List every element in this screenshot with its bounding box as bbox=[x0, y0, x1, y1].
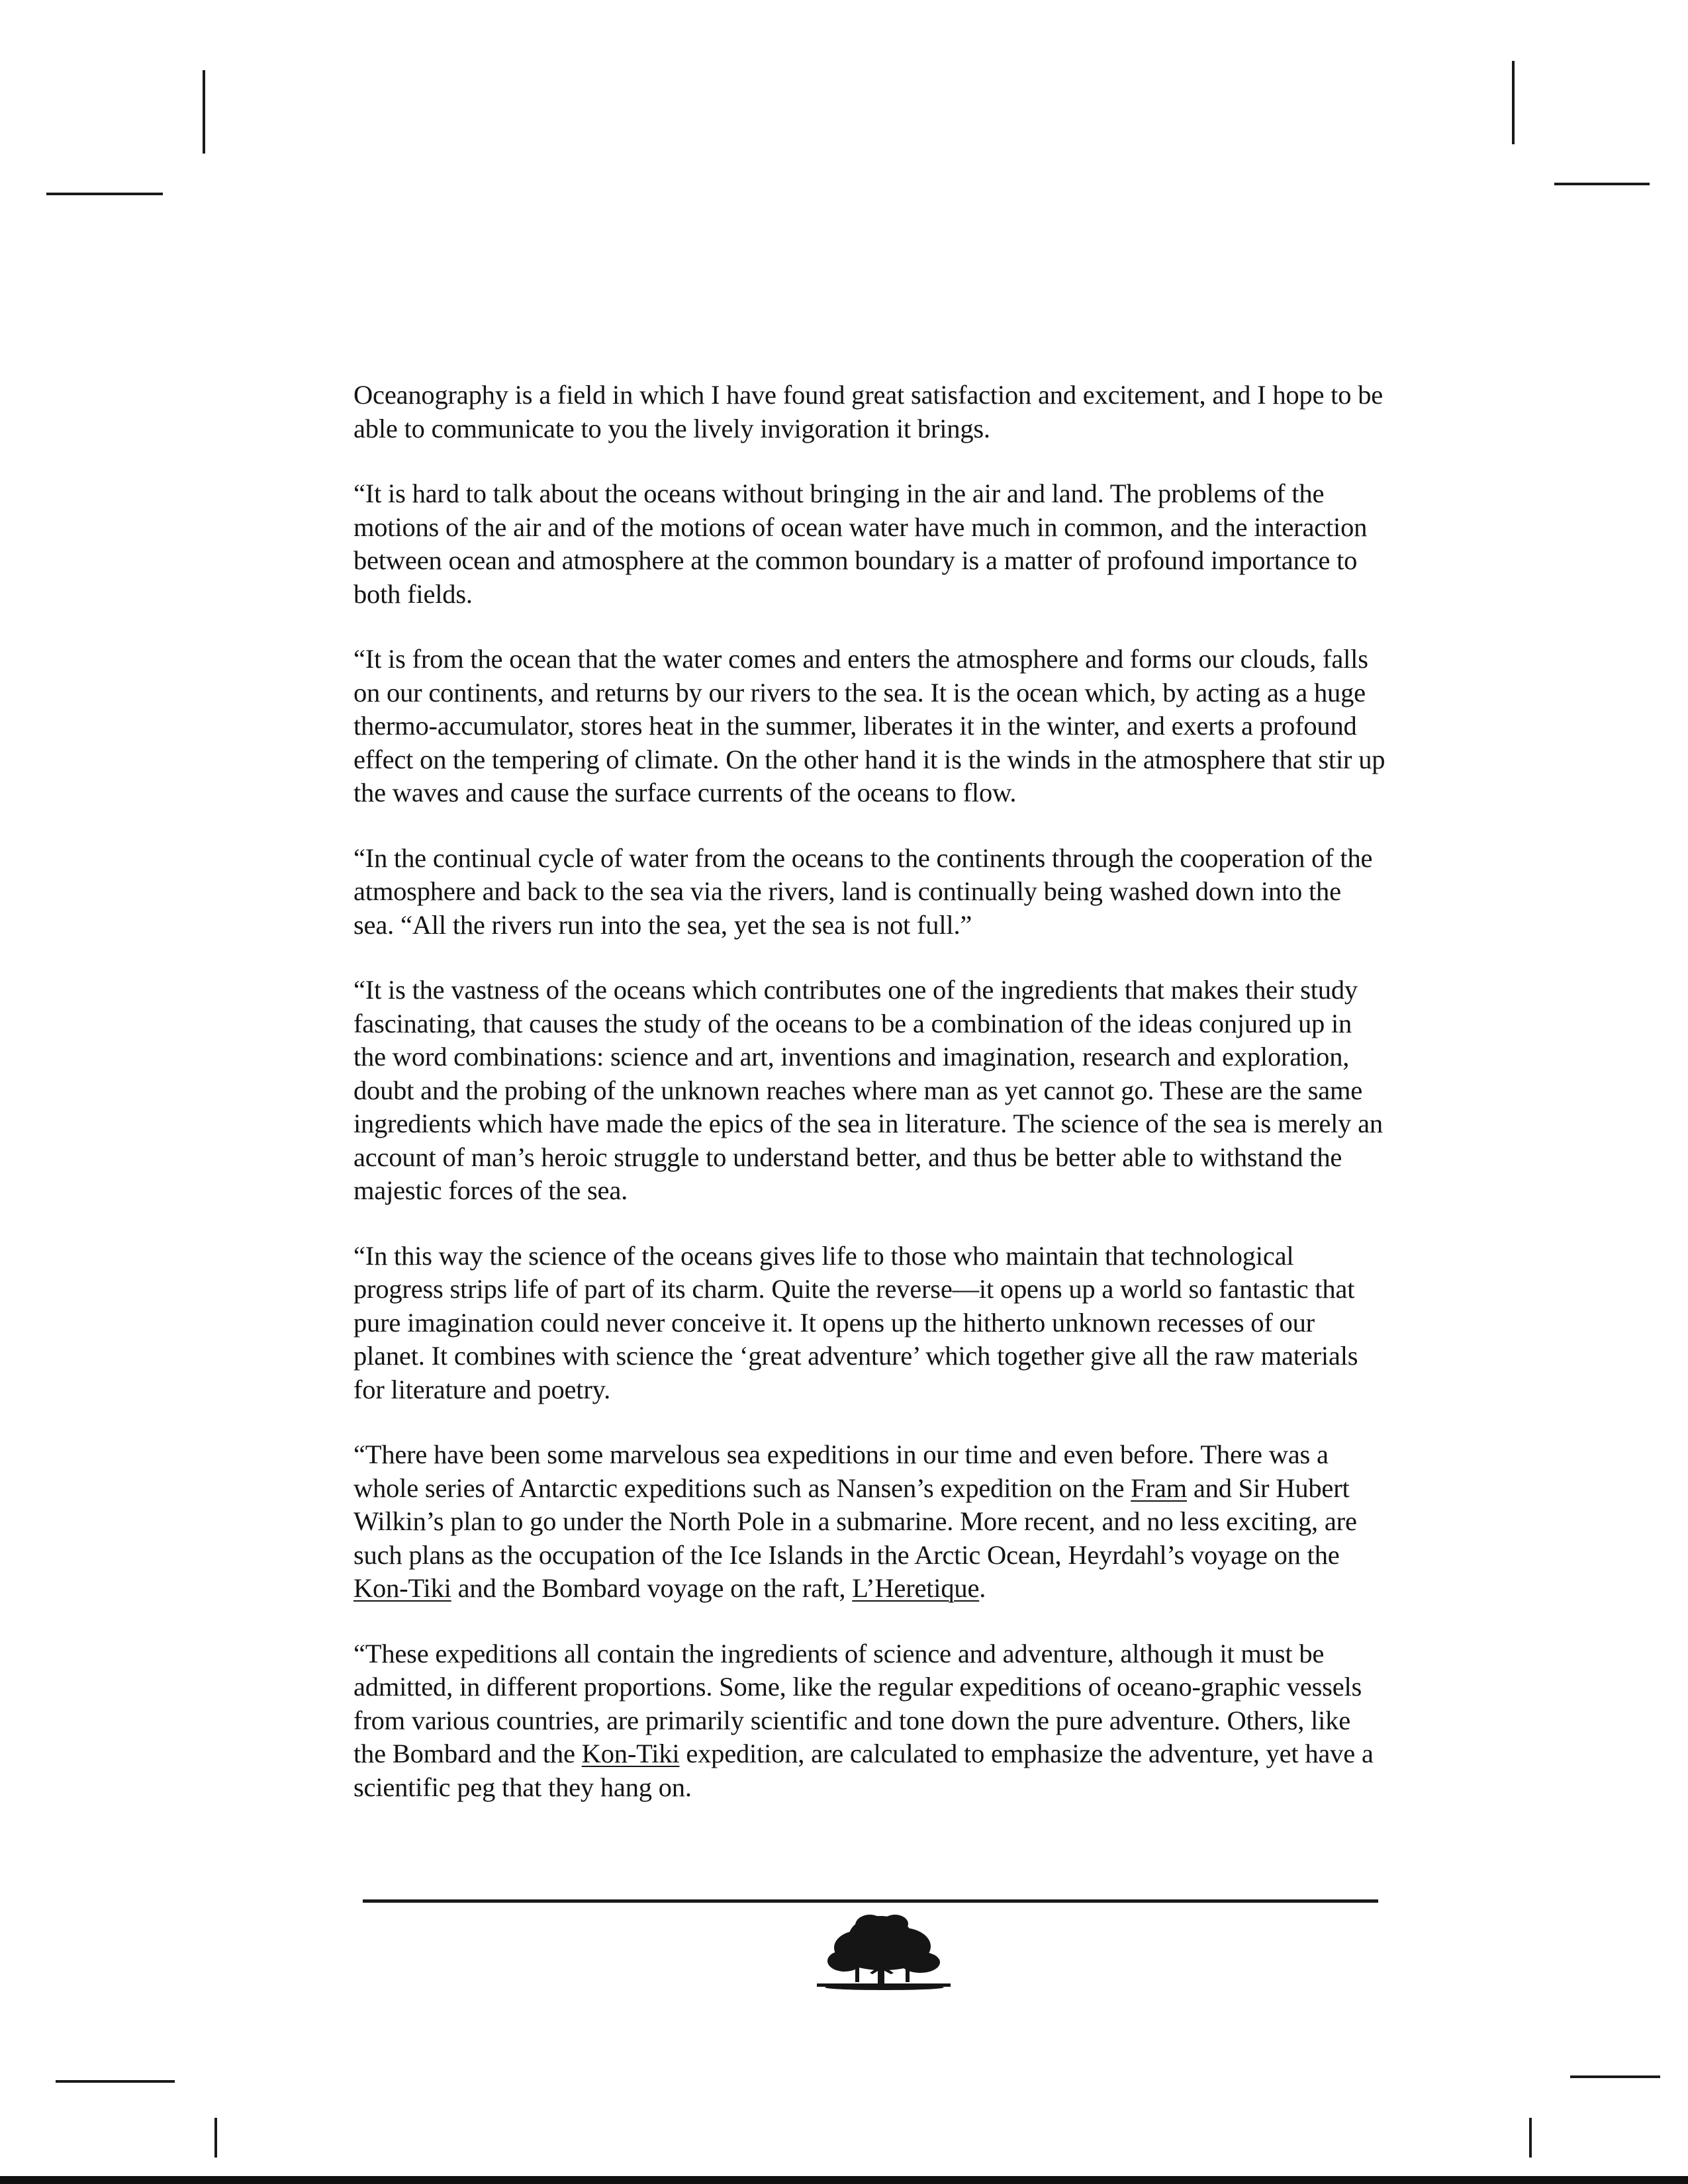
paragraph-4: “In the continual cycle of water from the oceans to the continents through the cooperation of the atmosphere and back to the sea via the rivers, land is continually being washed down into the sea. “All the rivers run into the sea, yet the sea is not full.” bbox=[353, 842, 1373, 940]
paragraph-3: “It is from the ocean that the water comes and enters the atmosphere and forms our clouds, falls on our continents, and returns by our rivers to the sea. It is the ocean which, by acting as a huge thermo-accumulator, stores heat in the summer, liberates it in the winter, and exerts a profound effect on the tempering of climate. On the other hand it is the winds in the atmosphere that stir up the waves and cause the surface currents of the oceans to flow. bbox=[353, 644, 1385, 807]
paragraph-1: Oceanography is a field in which I have found great satisfaction and excitement, and I hope to be able to communicate to you the lively invigoration it brings. bbox=[353, 380, 1383, 443]
crop-mark-top-right-horizontal bbox=[1554, 183, 1650, 185]
paragraph-7: “There have been some marvelous sea expeditions in our time and even before. There was a whole series of Antarctic expeditions such as Nansen’s expedition on the Fram and Sir Hubert Wilkin’s plan to go under the North Pole in a submarine. More recent, and no less exciting, are such plans as the occupation of the Ice Islands in the Arctic Ocean, Heyrdahl’s voyage on the Kon-Tiki and the Bombard voyage on the raft, L’Heretique. bbox=[353, 1439, 1357, 1603]
crop-mark-top-right-vertical bbox=[1512, 61, 1515, 144]
ship-title-fram: Fram bbox=[1131, 1473, 1187, 1503]
crop-mark-top-left-horizontal bbox=[46, 193, 163, 195]
paragraph-8: “These expeditions all contain the ingredients of science and adventure, although it must be admitted, in different proportions. Some, like the regular expeditions of oceano-graphic vessels from various countries, are primarily scientific and tone down the pure adventure. Others, like the Bombard and the Kon-Tiki expedition, are calculated to emphasize the adventure, yet have a scientific peg that they hang on. bbox=[353, 1638, 1374, 1802]
paragraph-6: “In this way the science of the oceans gives life to those who maintain that technological progress strips life of part of its charm. Quite the reverse—it opens up a world so fantastic that pure imagination could never conceive it. It opens up the hitherto unknown recesses of our planet. It combines with science the ‘great adventure’ which together give all the raw materials for literature and poetry. bbox=[353, 1240, 1358, 1404]
scan-edge-bar bbox=[0, 2176, 1688, 2184]
ship-title-kon-tiki: Kon-Tiki bbox=[353, 1573, 451, 1603]
crop-mark-top-left-vertical bbox=[203, 70, 205, 154]
crop-mark-bottom-left-horizontal bbox=[56, 2080, 175, 2083]
ship-title-l-heretique: L’Heretique bbox=[852, 1573, 980, 1603]
ship-title-kon-tiki: Kon-Tiki bbox=[581, 1739, 680, 1768]
paragraph-2: “It is hard to talk about the oceans without bringing in the air and land. The problems of the motions of the air and of the motions of ocean water have much in common, and the interaction between ocean and atmosphere at the common boundary is a matter of profound importance to both fields. bbox=[353, 478, 1368, 609]
paragraph-5: “It is the vastness of the oceans which contributes one of the ingredients that makes their study fascinating, that causes the study of the oceans to be a combination of the ideas conjured up in the word combinations: science and art, inventions and imagination, research and exploration, doubt and the probing of the unknown reaches where man as yet cannot go. These are the same ingredients which have made the epics of the sea in literature. The science of the sea is merely an account of man’s heroic struggle to understand better, and thus be better able to withstand the majestic forces of the sea. bbox=[353, 975, 1383, 1205]
document-body bbox=[353, 379, 1386, 1836]
footer-rule bbox=[363, 1899, 1378, 1903]
crop-mark-bottom-left-vertical bbox=[214, 2118, 217, 2158]
crop-mark-bottom-right-vertical bbox=[1529, 2118, 1532, 2158]
crop-mark-bottom-right-horizontal bbox=[1570, 2075, 1660, 2078]
tree-icon bbox=[814, 1909, 953, 2002]
